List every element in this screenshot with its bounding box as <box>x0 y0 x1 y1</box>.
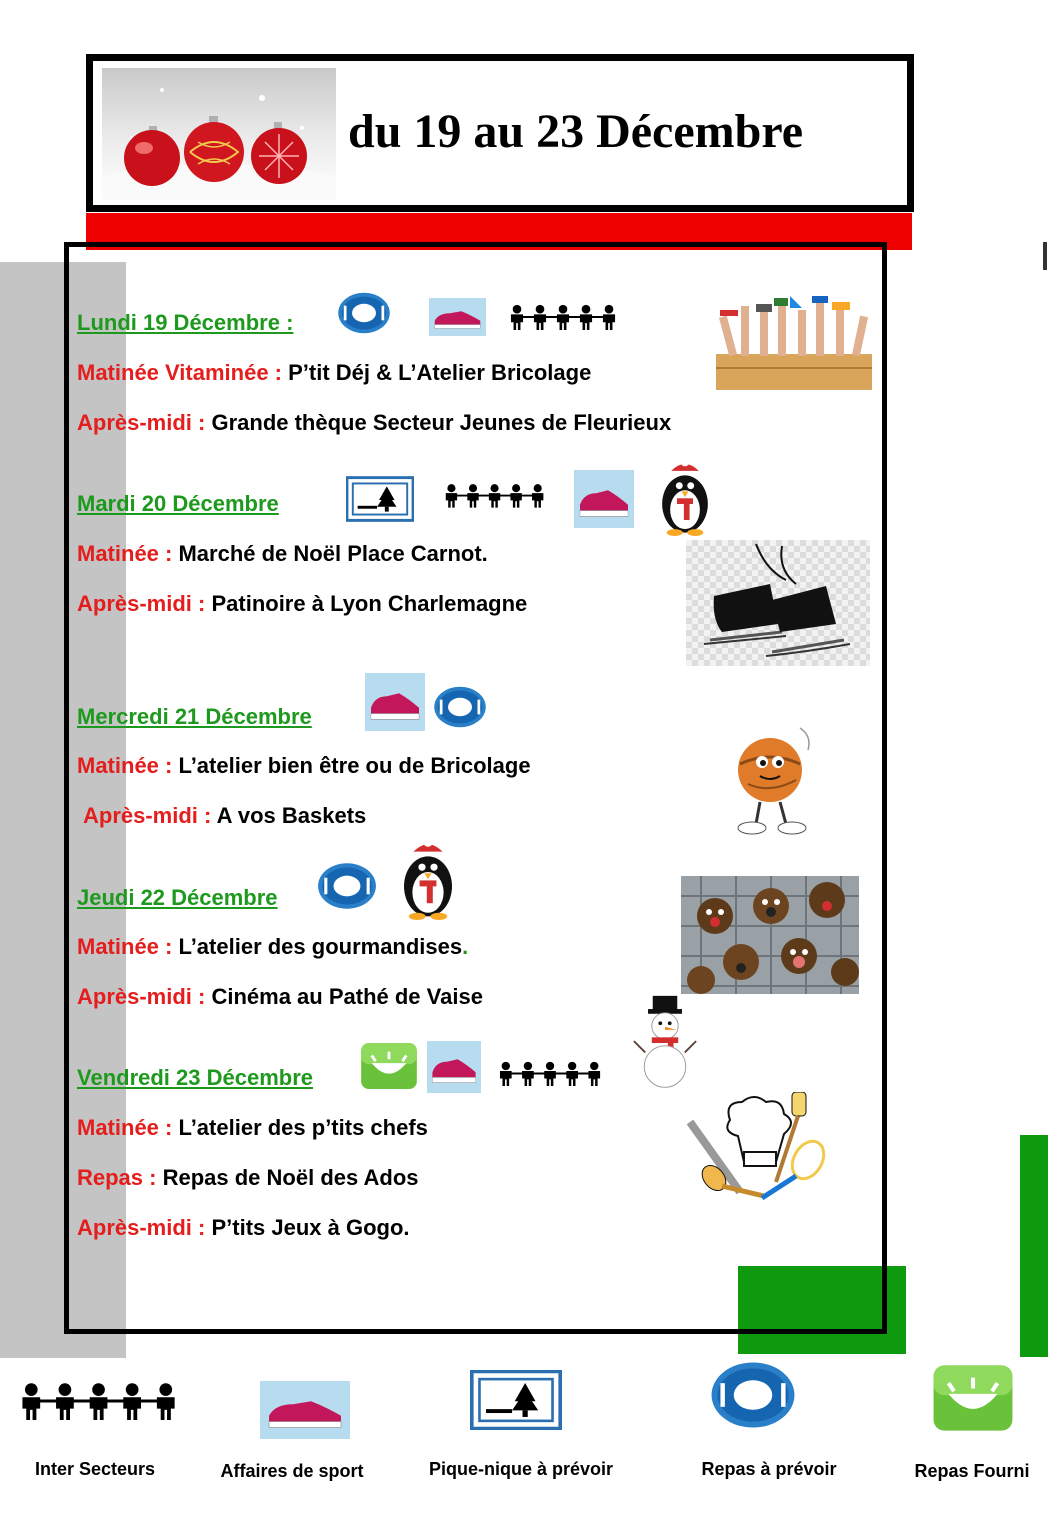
activity-text-tail: . <box>462 934 469 959</box>
page-title: du 19 au 23 Décembre <box>348 105 804 158</box>
plate-icon <box>316 860 378 912</box>
penguin-icon <box>396 836 460 920</box>
reindeer-cupcakes-picture <box>681 876 859 994</box>
group-icon <box>497 1061 605 1086</box>
day-title-tuesday: Mardi 20 Décembre <box>77 491 279 516</box>
monday-afternoon-line <box>77 410 671 436</box>
edge-mark <box>1043 242 1047 270</box>
legend-group-icon <box>18 1382 182 1420</box>
activity-text: L’atelier des p’tits chefs <box>172 1115 428 1140</box>
legend-label-pique-nique: Pique-nique à prévoir <box>428 1459 614 1479</box>
thursday-afternoon-line <box>77 984 483 1010</box>
tuesday-afternoon-line <box>77 591 527 617</box>
sneaker-icon <box>427 1041 481 1093</box>
picnic-icon <box>346 476 414 522</box>
friday-meal-line <box>77 1165 419 1191</box>
snowman-icon <box>632 994 698 1092</box>
legend-plate-icon <box>708 1358 798 1432</box>
wednesday-afternoon-line <box>83 803 366 829</box>
activity-text: A vos Baskets <box>211 803 367 828</box>
activity-label: Matinée : <box>77 934 173 959</box>
sneaker-icon <box>574 470 634 528</box>
activity-label: Après-midi : <box>77 1215 206 1240</box>
activity-label: Matinée : <box>77 753 173 778</box>
legend-label-repas-fourni: Repas Fourni <box>914 1461 1030 1481</box>
day-title-wednesday: Mercredi 21 Décembre <box>77 704 312 729</box>
activity-text: Marché de Noël Place Carnot. <box>172 541 488 566</box>
legend-meal-icon <box>930 1364 1016 1432</box>
day-title-monday: Lundi 19 Décembre : <box>77 310 294 335</box>
sneaker-icon <box>428 298 487 336</box>
activity-label: Matinée Vitaminée <box>77 360 269 385</box>
friday-morning-line <box>77 1115 428 1141</box>
legend-label-affaires-sport: Affaires de sport <box>220 1461 364 1481</box>
activity-label: Après-midi : <box>77 984 206 1009</box>
legend-sneaker-icon <box>260 1381 350 1439</box>
meal-icon <box>358 1042 420 1090</box>
wednesday-morning-line <box>77 753 531 779</box>
friday-afternoon-line <box>77 1215 410 1241</box>
legend-label-repas-prevoir: Repas à prévoir <box>701 1459 837 1479</box>
label-separator: : <box>268 360 289 385</box>
legend-picnic-icon <box>470 1370 562 1430</box>
green-accent-right <box>1020 1135 1048 1357</box>
activity-text: L’atelier des gourmandises <box>172 934 463 959</box>
ball-mascot-picture <box>728 720 820 840</box>
activity-text: Patinoire à Lyon Charlemagne <box>205 591 528 616</box>
group-icon <box>443 483 548 508</box>
chef-tools-picture <box>684 1092 830 1204</box>
activity-text: P’tit Déj & L’Atelier Bricolage <box>288 360 592 385</box>
activity-text: L’atelier bien être ou de Bricolage <box>172 753 531 778</box>
activity-text: Cinéma au Pathé de Vaise <box>205 984 483 1009</box>
activity-text: Repas de Noël des Ados <box>156 1165 419 1190</box>
day-title-thursday: Jeudi 22 Décembre <box>77 885 278 910</box>
activity-text: Grande thèque Secteur Jeunes de Fleurieux <box>205 410 672 435</box>
activity-label: Matinée : <box>77 1115 173 1140</box>
penguin-icon <box>654 456 716 536</box>
ice-skates-picture <box>686 540 870 666</box>
sneaker-icon <box>365 673 425 731</box>
activity-label: Après-midi : <box>77 591 206 616</box>
activity-label: Repas : <box>77 1165 157 1190</box>
tuesday-morning-line <box>77 541 488 567</box>
plate-icon <box>336 290 392 336</box>
activity-text: P’tits Jeux à Gogo. <box>205 1215 410 1240</box>
activity-label: Après-midi : <box>83 803 212 828</box>
tools-picture <box>716 296 872 390</box>
group-icon <box>508 304 620 330</box>
plate-icon <box>432 684 488 730</box>
day-title-friday: Vendredi 23 Décembre <box>77 1065 314 1090</box>
activity-label: Après-midi : <box>77 410 206 435</box>
christmas-baubles-picture <box>102 68 336 200</box>
monday-morning-line <box>77 360 591 386</box>
legend-label-inter-secteurs: Inter Secteurs <box>34 1459 156 1479</box>
activity-label: Matinée : <box>77 541 173 566</box>
thursday-morning-line <box>77 934 468 960</box>
